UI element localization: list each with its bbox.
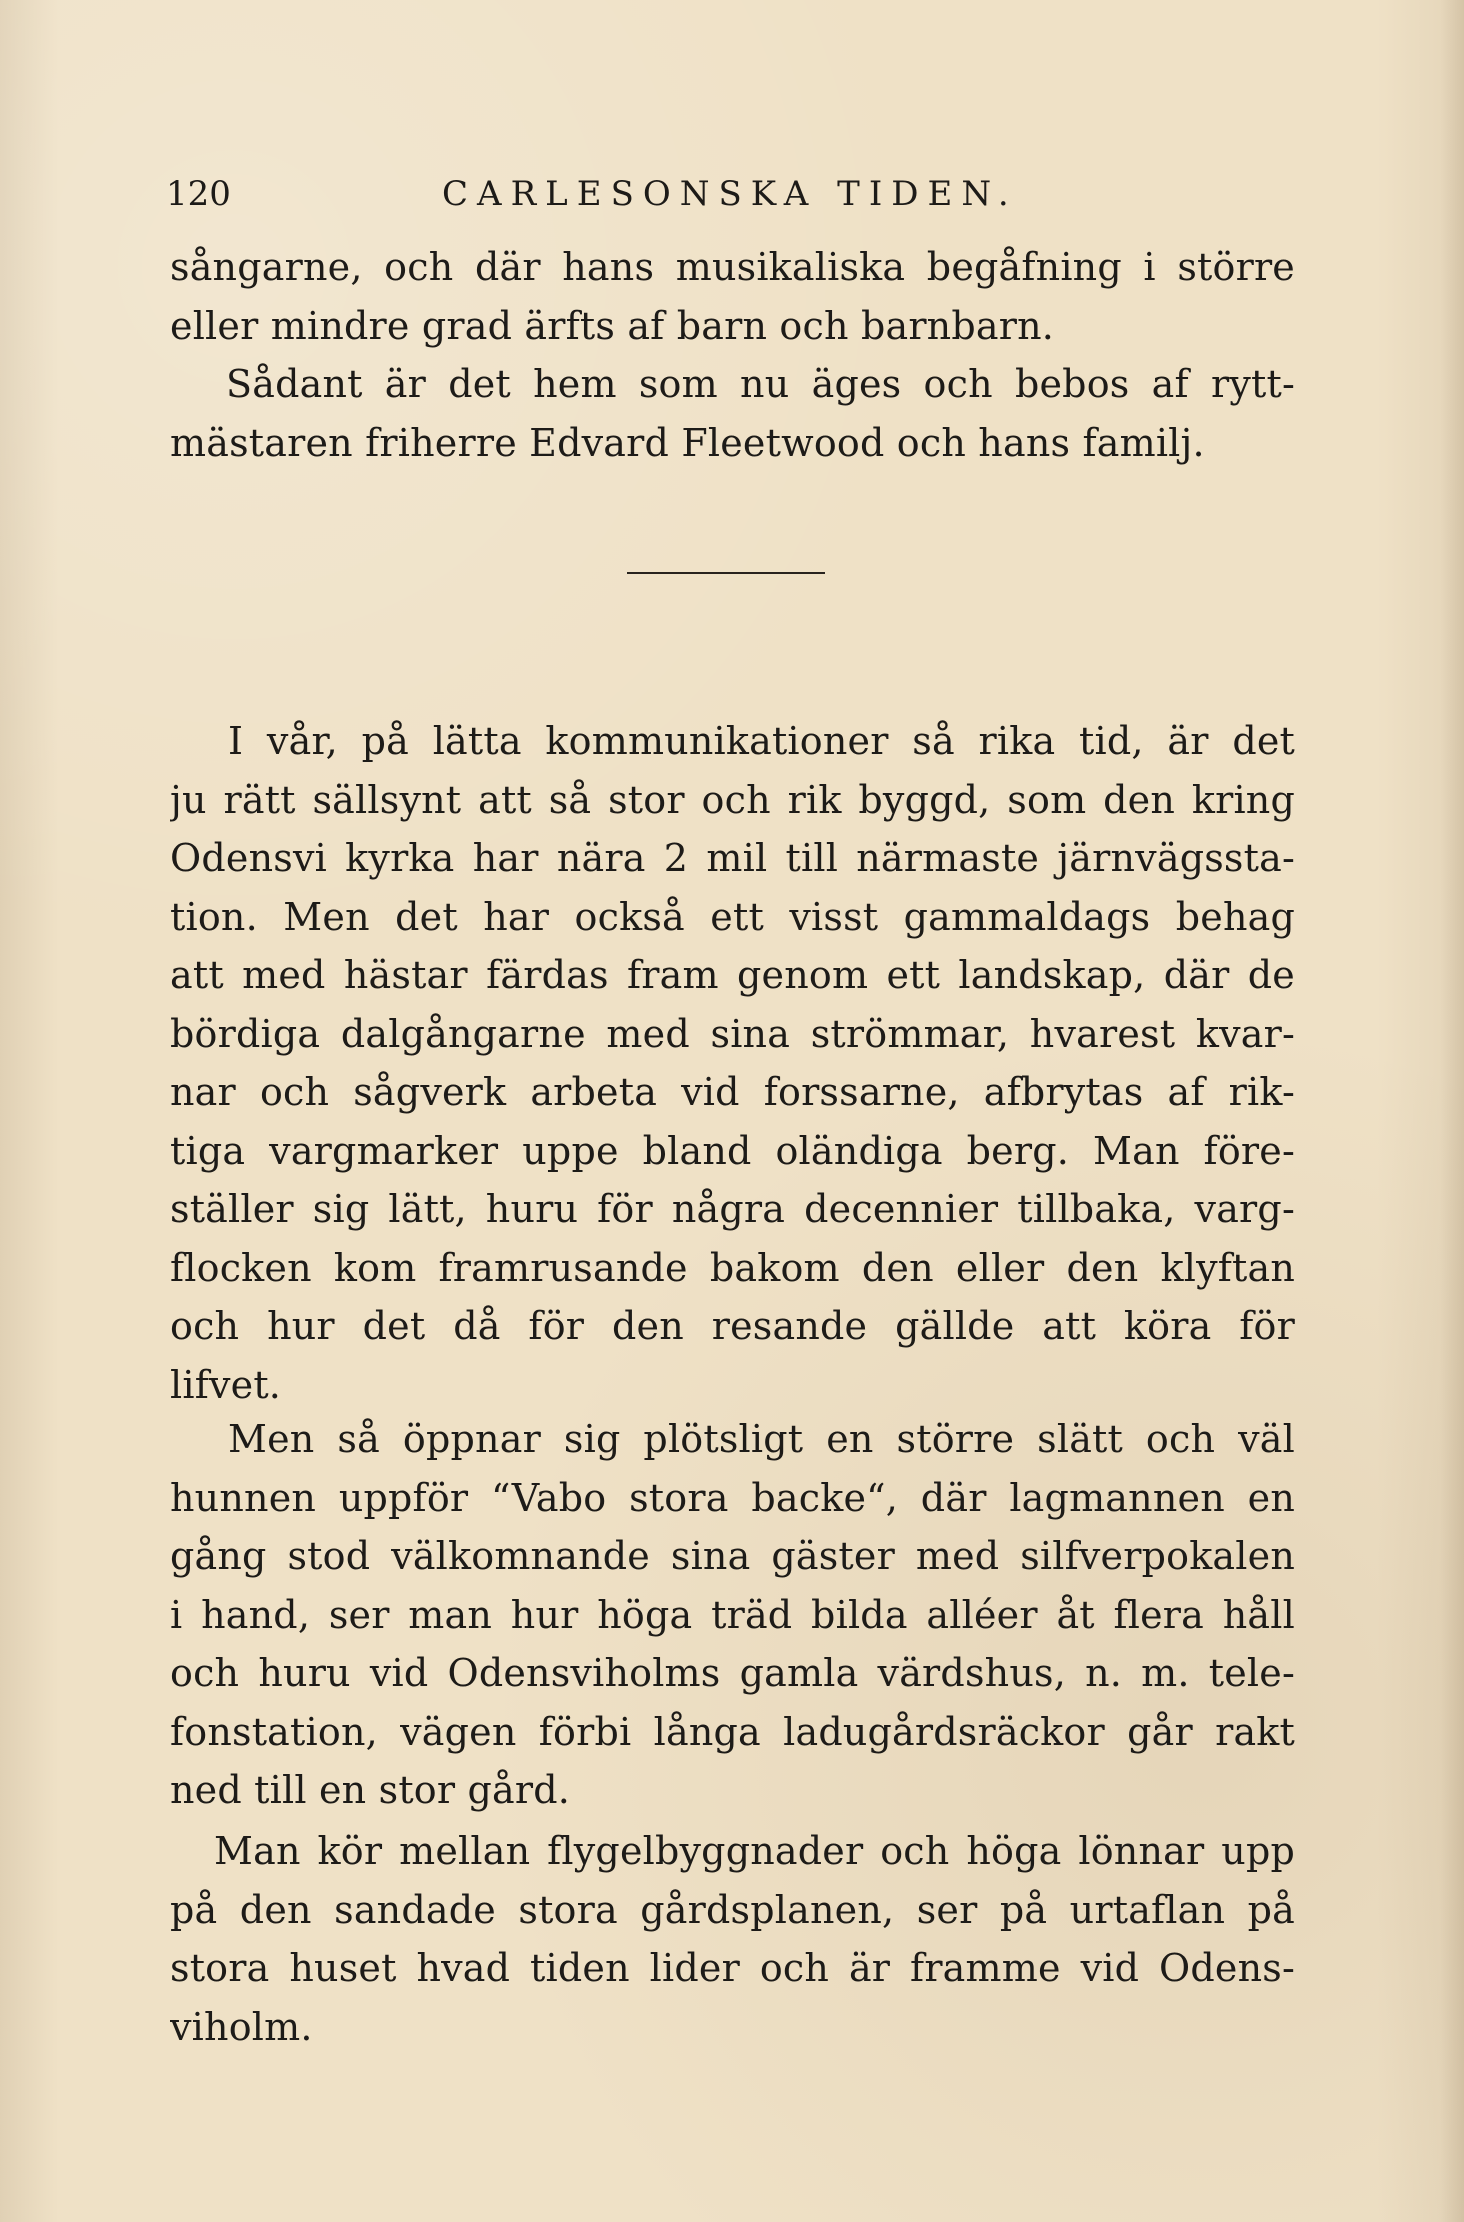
text-line: och hur det då för den resande gällde att köra för	[170, 1304, 1295, 1348]
top-paragraph	[170, 238, 1295, 472]
text-line: att med hästar färdas fram genom ett landskap, där de	[170, 953, 1295, 997]
text-line: flocken kom framrusande bakom den eller den klyftan	[170, 1245, 1295, 1290]
text-line: nar och sågverk arbeta vid forssarne, afbrytas af rik-	[170, 1070, 1295, 1114]
text-line: i hand, ser man hur höga träd bilda alléer åt flera håll	[170, 1592, 1295, 1637]
text-line: fonstation, vägen förbi långa ladugårdsräckor går rakt	[170, 1709, 1295, 1754]
text-line: ned till en stor gård.	[170, 1768, 571, 1812]
running-title: CARLESONSKA TIDEN.	[442, 174, 1018, 214]
main-paragraph	[170, 712, 1295, 1414]
paragraph-odensviholm	[170, 1822, 1295, 2056]
text-line: Sådant är det hem som nu äges och bebos af rytt-	[226, 362, 1295, 406]
text-line: och huru vid Odensviholms gamla värdshus, n. m. tele-	[170, 1651, 1295, 1695]
text-line: ju rätt sällsynt att så stor och rik byggd, som den kring	[170, 777, 1295, 822]
page-number: 120	[166, 174, 231, 214]
text-line: viholm.	[170, 2004, 313, 2049]
text-line: Odensvi kyrka har nära 2 mil till närmaste järnvägssta-	[170, 836, 1295, 880]
text-line: tion. Men det har också ett visst gammaldags behag	[170, 894, 1295, 939]
text-line: sångarne, och där hans musikaliska begåfning i större	[170, 245, 1295, 289]
text-line: I vår, på lätta kommunikationer så rika tid, är det	[228, 719, 1295, 763]
text-line: bördiga dalgångarne med sina strömmar, hvarest kvar-	[170, 1011, 1295, 1056]
text-line: eller mindre grad ärfts af barn och barnbarn.	[170, 303, 1055, 348]
text-line: stora huset hvad tiden lider och är framme vid Odens-	[170, 1946, 1295, 1990]
text-line: tiga vargmarker uppe bland oländiga berg. Man före-	[170, 1128, 1295, 1173]
text-line: lifvet.	[170, 1362, 282, 1407]
text-line: hunnen uppför “Vabo stora backe“, där lagmannen en	[170, 1475, 1295, 1520]
text-line: gång stod välkomnande sina gäster med silfverpokalen	[170, 1534, 1295, 1578]
text-line: Men så öppnar sig plötsligt en större slätt och väl	[228, 1417, 1295, 1461]
text-line: Man kör mellan flygelbyggnader och höga lönnar upp	[214, 1829, 1295, 1873]
text-line: på den sandade stora gårdsplanen, ser på urtaflan på	[170, 1887, 1295, 1932]
section-divider	[627, 572, 825, 574]
running-head	[166, 166, 1318, 222]
page-edge-shadow	[1440, 0, 1464, 2222]
paragraph-vabo-backe	[170, 1410, 1295, 1820]
text-line: ställer sig lätt, huru för några decennier tillbaka, varg-	[170, 1187, 1295, 1231]
text-line: mästaren friherre Edvard Fleetwood och hans familj.	[170, 420, 1205, 465]
